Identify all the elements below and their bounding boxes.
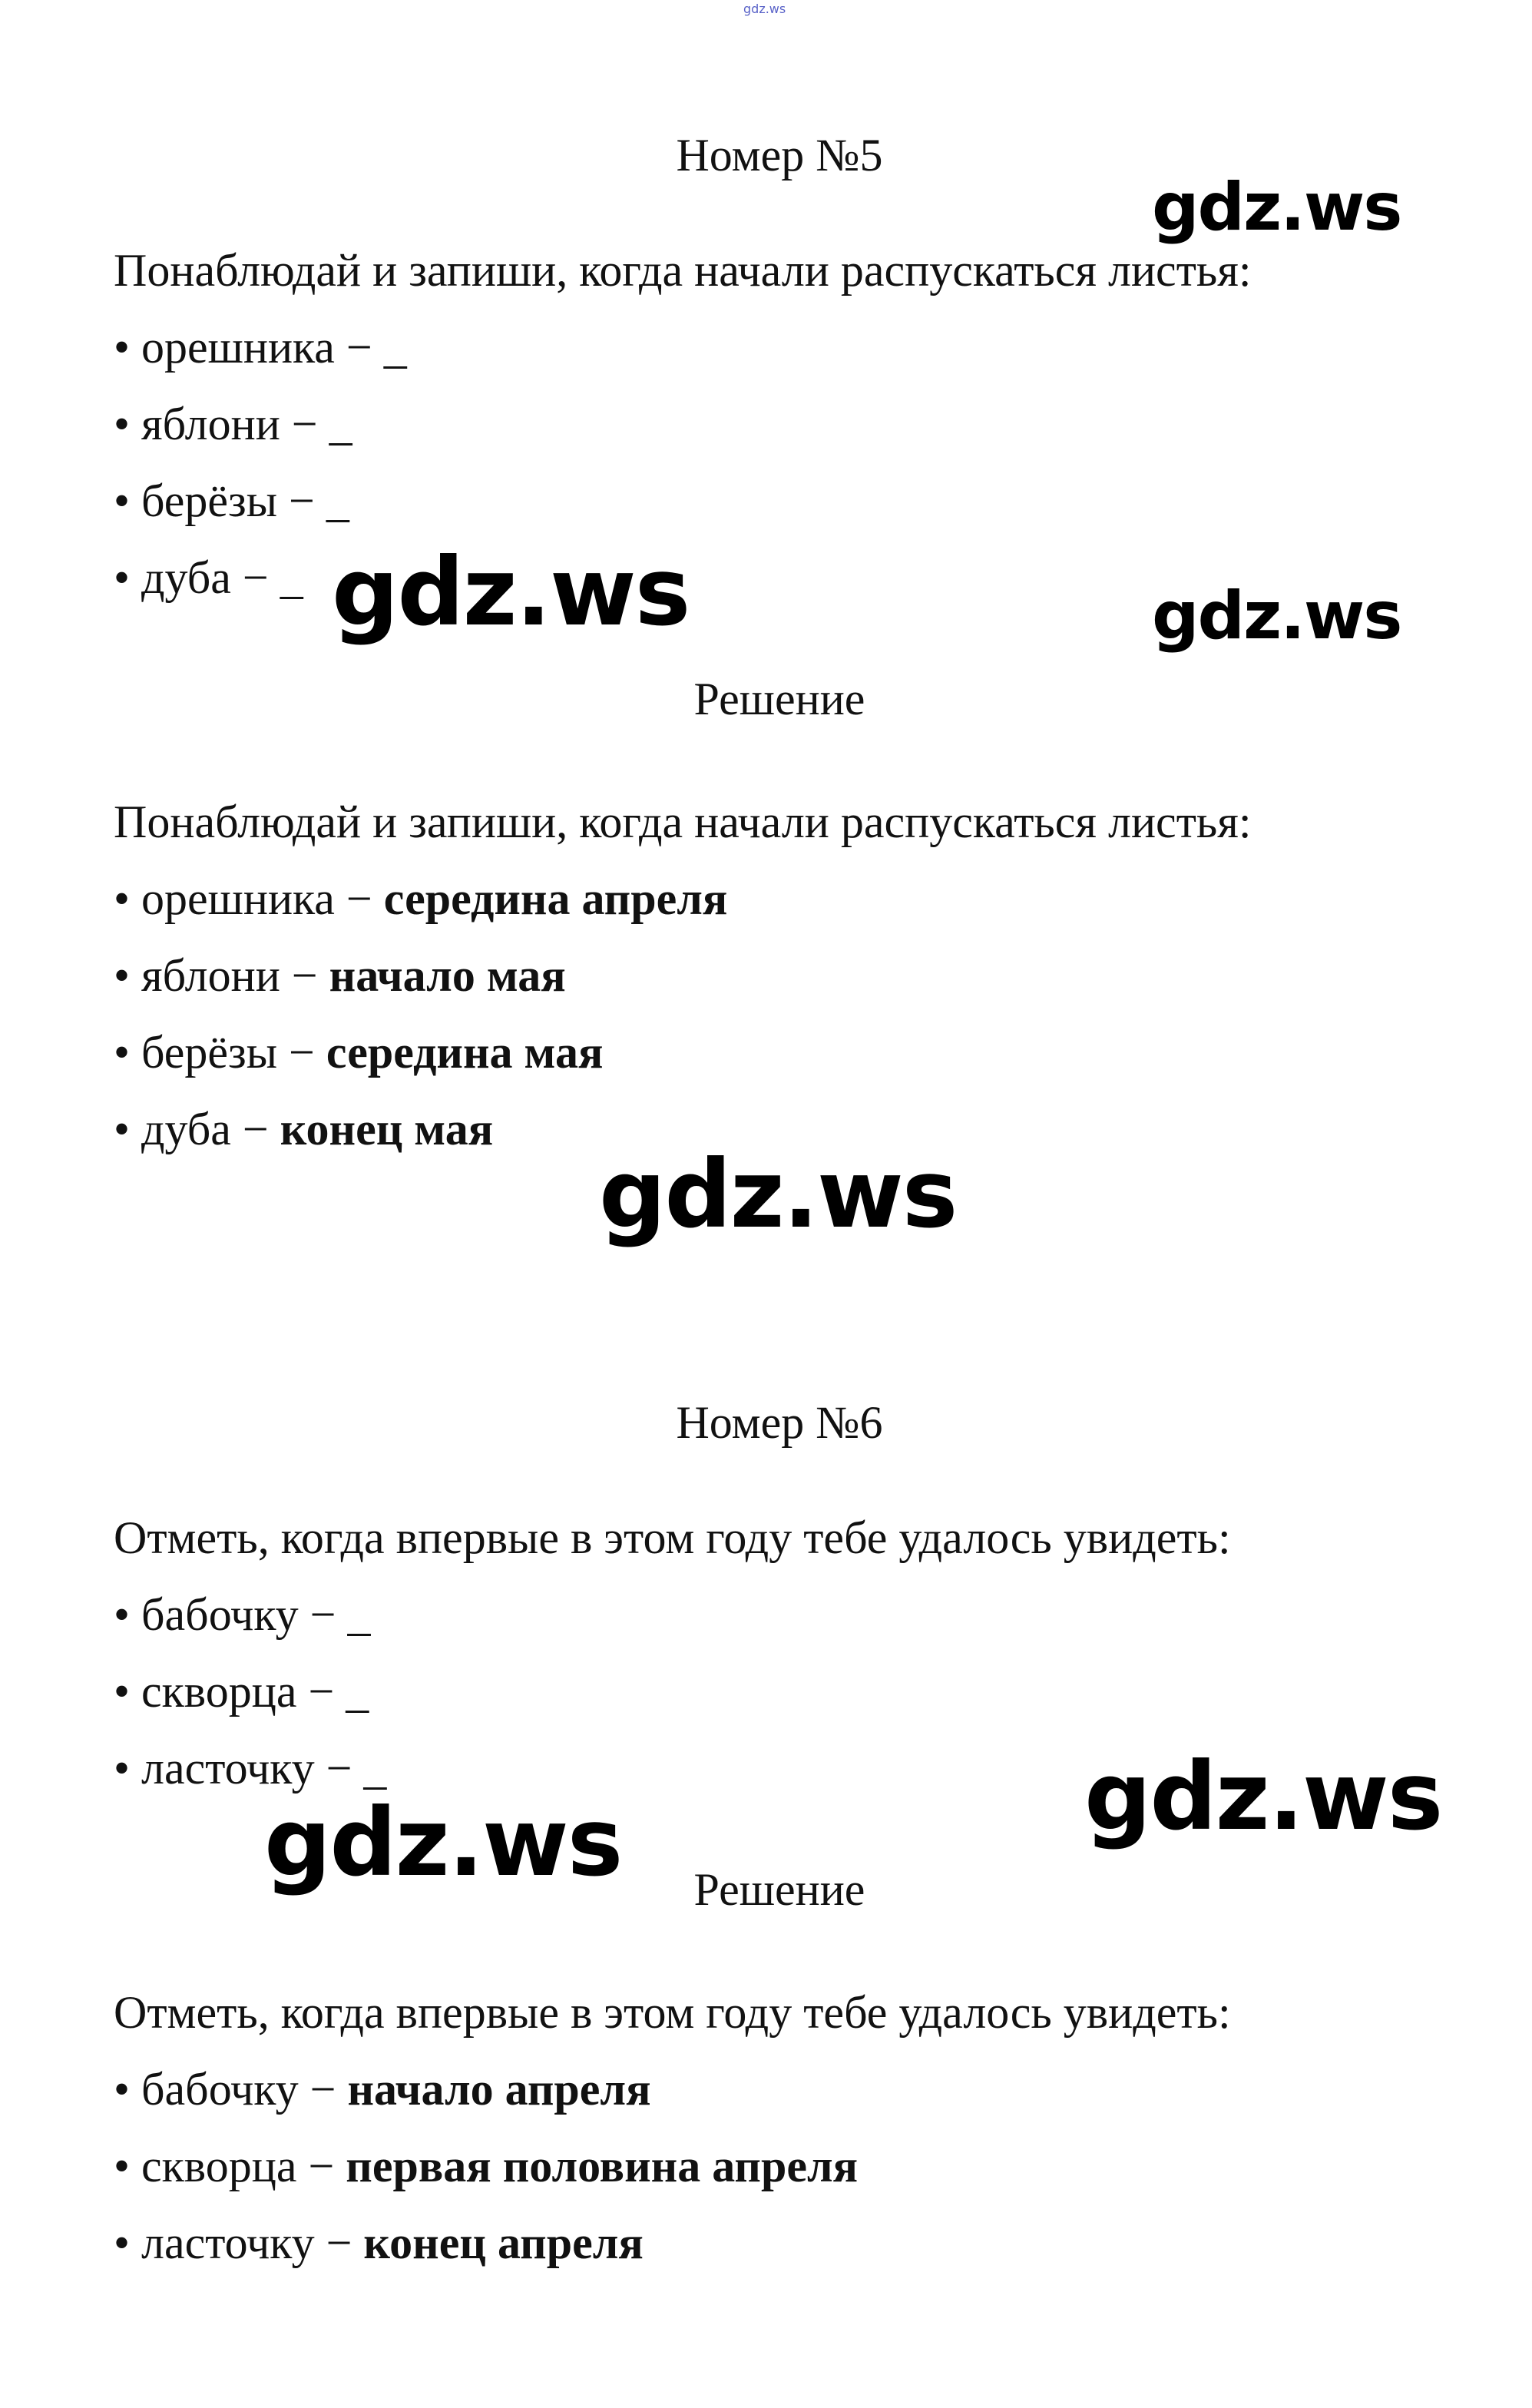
task5-answer-prompt: Понаблюдай и запиши, когда начали распускаться листья: bbox=[114, 797, 1252, 847]
task6-answer-prompt: Отметь, когда впервые в этом году тебе удалось увидеть: bbox=[114, 1987, 1231, 2038]
task6-solution-title: Решение bbox=[693, 1864, 865, 1915]
task5-answer-item bbox=[114, 1026, 603, 1079]
answer-label: • яблони − bbox=[114, 950, 329, 1001]
task5-answer-item bbox=[114, 949, 566, 1002]
task5-answer-item bbox=[114, 1103, 493, 1156]
answer-label: • берёзы − bbox=[114, 1027, 326, 1078]
answer-value: начало апреля bbox=[347, 2064, 651, 2115]
task6-question-item: • ласточку − _ bbox=[114, 1743, 387, 1794]
task6-question-item: • бабочку − _ bbox=[114, 1589, 371, 1640]
watermark: gdz.ws bbox=[264, 1788, 622, 1897]
task6-question-item: • скворца − _ bbox=[114, 1666, 369, 1717]
task5-question-item: • берёзы − _ bbox=[114, 475, 349, 526]
task5-question-item: • орешника − _ bbox=[114, 322, 407, 373]
top-watermark: gdz.ws bbox=[743, 2, 786, 16]
task6-answer-item bbox=[114, 2140, 858, 2193]
answer-value: конец апреля bbox=[363, 2218, 644, 2268]
task5-question-item: • яблони − _ bbox=[114, 399, 352, 449]
task5-title: Номер №5 bbox=[676, 130, 883, 181]
task5-question-prompt: Понаблюдай и запиши, когда начали распускаться листья: bbox=[114, 245, 1252, 296]
task5-solution-title: Решение bbox=[693, 674, 865, 724]
answer-value: начало мая bbox=[329, 950, 566, 1001]
watermark: gdz.ws bbox=[332, 538, 690, 647]
answer-label: • орешника − bbox=[114, 873, 384, 924]
task6-title: Номер №6 bbox=[676, 1397, 883, 1448]
answer-label: • скворца − bbox=[114, 2141, 346, 2191]
answer-label: • бабочку − bbox=[114, 2064, 348, 2115]
task6-question-prompt: Отметь, когда впервые в этом году тебе удалось увидеть: bbox=[114, 1512, 1231, 1563]
watermark: gdz.ws bbox=[599, 1140, 957, 1249]
watermark: gdz.ws bbox=[1152, 169, 1401, 246]
task6-answer-item bbox=[114, 2217, 644, 2270]
answer-label: • ласточку − bbox=[114, 2218, 364, 2268]
answer-label: • дуба − bbox=[114, 1104, 280, 1154]
answer-value: конец мая bbox=[280, 1104, 494, 1154]
watermark: gdz.ws bbox=[1152, 578, 1401, 654]
task6-answer-item bbox=[114, 2063, 651, 2116]
task5-answer-item bbox=[114, 873, 727, 926]
watermark: gdz.ws bbox=[1084, 1742, 1442, 1851]
answer-value: середина мая bbox=[326, 1027, 604, 1078]
answer-value: середина апреля bbox=[383, 873, 728, 924]
answer-value: первая половина апреля bbox=[346, 2141, 859, 2191]
task5-question-item: • дуба − _ bbox=[114, 552, 303, 603]
